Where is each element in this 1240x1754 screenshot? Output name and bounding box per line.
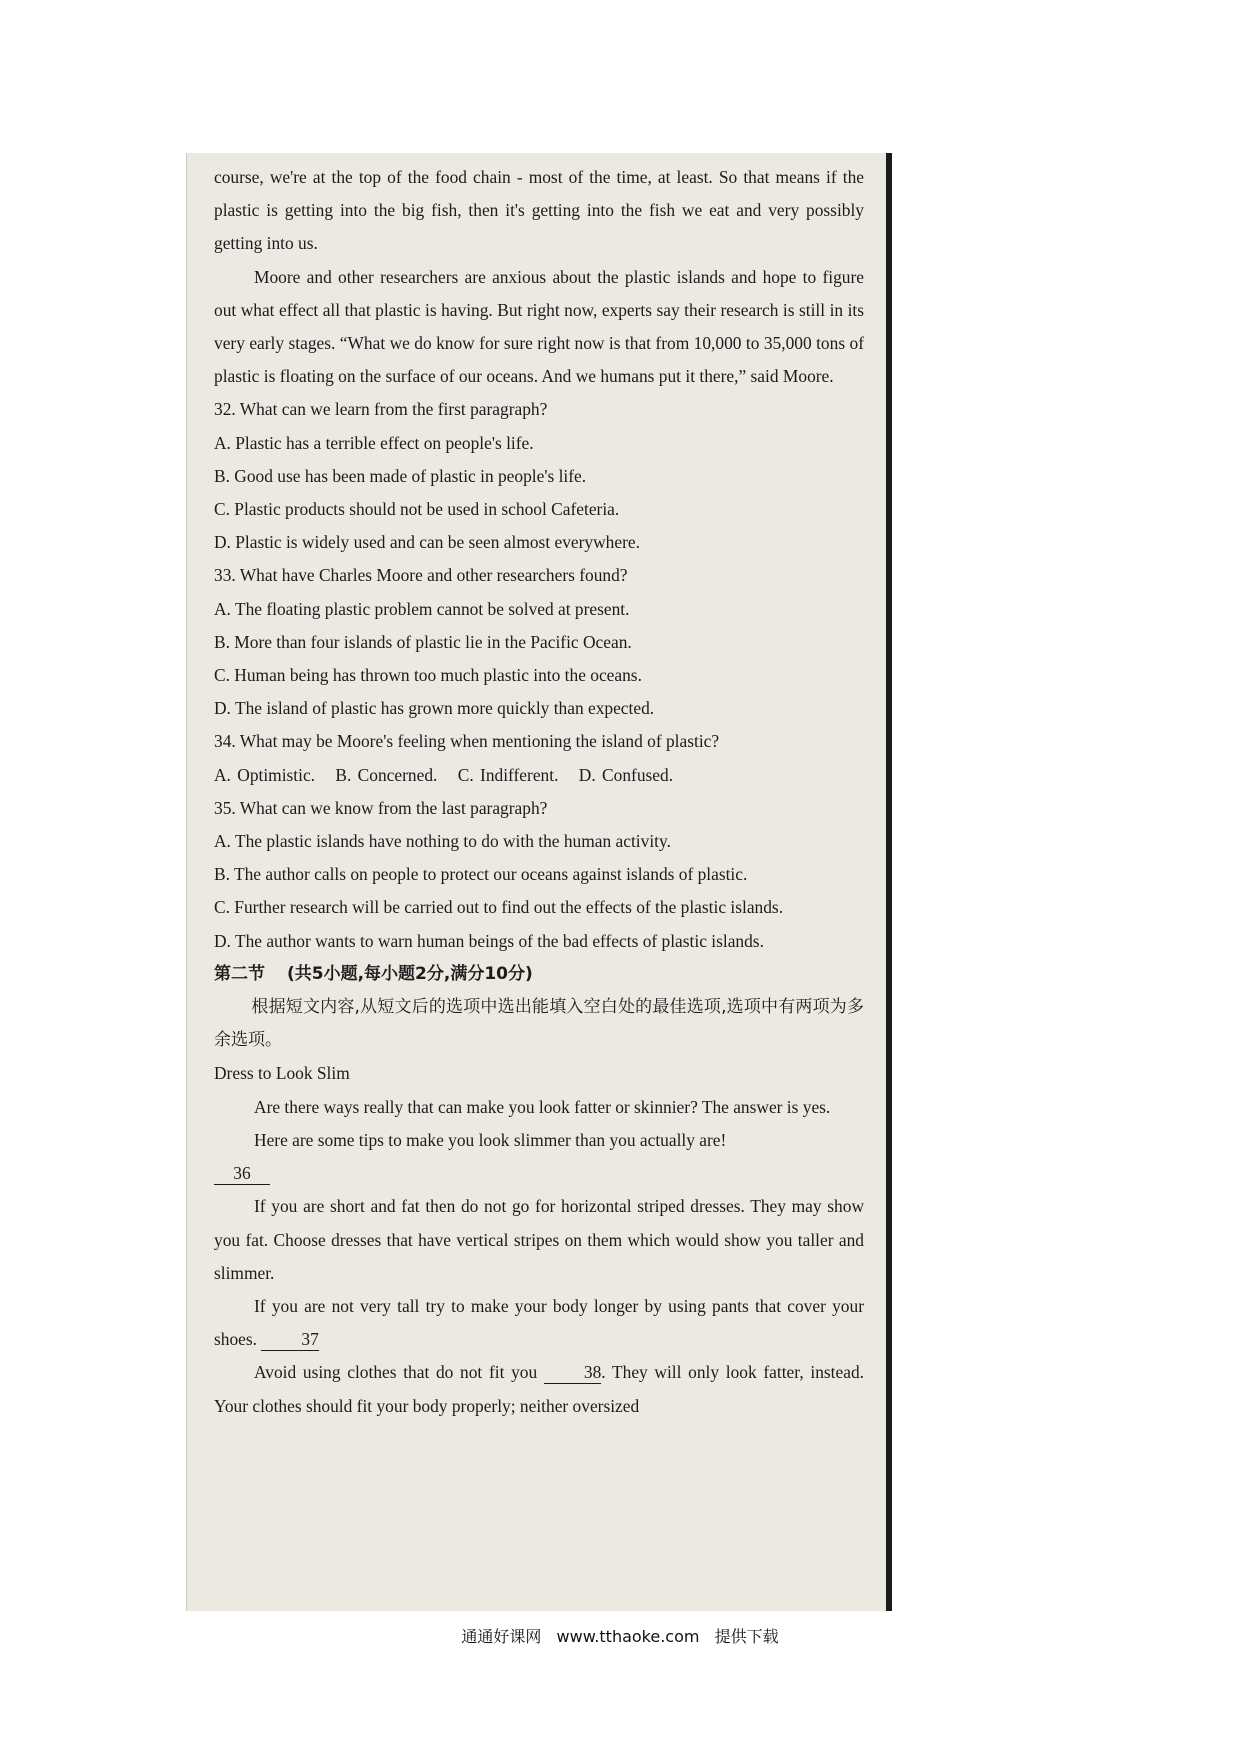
section-2-paragraph-5-text-after: . They will only look fatter, instead. Your clothes should fit your body properly; neither oversized xyxy=(214,1362,864,1416)
question-34-options xyxy=(214,759,864,792)
blank-38[interactable]: 38 xyxy=(544,1361,601,1384)
question-34-option-b: B. Concerned. xyxy=(335,764,438,785)
section-2-paragraph-1: Are there ways really that can make you look fatter or skinnier? The answer is yes. xyxy=(254,1096,831,1117)
section-2-paragraph-2 xyxy=(214,1124,864,1190)
blank-37[interactable]: 37 xyxy=(261,1328,318,1351)
question-33-option-b: B. More than four islands of plastic lie in the Pacific Ocean. xyxy=(214,631,632,652)
question-33-option-d: D. The island of plastic has grown more quickly than expected. xyxy=(214,698,655,719)
scan-edge-shadow xyxy=(886,153,892,1611)
section-2-paragraph-2-text: Here are some tips to make you look slimmer than you actually are! xyxy=(254,1129,727,1150)
question-35-option-c: C. Further research will be carried out to find out the effects of the plastic islands. xyxy=(214,897,784,918)
question-32-option-c: C. Plastic products should not be used in school Cafeteria. xyxy=(214,499,620,520)
section-2-instruction: 根据短文内容,从短文后的选项中选出能填入空白处的最佳选项,选项中有两项为多余选项。 xyxy=(214,997,864,1051)
blank-36[interactable]: 36 xyxy=(214,1162,270,1185)
question-35-option-d: D. The author wants to warn human beings of the bad effects of plastic islands. xyxy=(214,930,764,951)
question-33-stem: 33. What have Charles Moore and other researchers found? xyxy=(214,565,628,586)
passage-paragraph-2: Moore and other researchers are anxious about the plastic islands and hope to figure out what effect all that plastic is having. But right now, experts say their research is still in its very early stages. “What we do know for sure right now is that from 10,000 to 35,000 tons of plastic is floating on the surface of our oceans. And we humans put it there,” said Moore. xyxy=(214,266,864,387)
section-2-paragraph-5 xyxy=(214,1356,864,1422)
page-content xyxy=(214,161,864,1423)
section-2-info: (共5小题,每小题2分,满分10分) xyxy=(287,963,533,984)
question-34-stem: 34. What may be Moore's feeling when mentioning the island of plastic? xyxy=(214,731,720,752)
section-2-paragraph-4 xyxy=(214,1290,864,1356)
question-32-stem: 32. What can we learn from the first paragraph? xyxy=(214,399,548,420)
passage-paragraph-1: course, we're at the top of the food chain - most of the time, at least. So that means if the plastic is getting into the big fish, then it's getting into the fish we eat and very possibly getting into us. xyxy=(214,167,864,254)
question-32-option-b: B. Good use has been made of plastic in people's life. xyxy=(214,465,587,486)
question-33-option-c: C. Human being has thrown too much plastic into the oceans. xyxy=(214,665,642,686)
footer-note: 提供下载 xyxy=(714,1627,779,1646)
question-34-option-a: A. Optimistic. xyxy=(214,764,316,785)
section-2-heading xyxy=(214,958,864,991)
question-35-option-b: B. The author calls on people to protect our oceans against islands of plastic. xyxy=(214,864,748,885)
footer-site-name: 通通好课网 xyxy=(461,1627,542,1646)
section-2-number: 第二节 xyxy=(214,963,265,984)
question-34-option-c: C. Indifferent. xyxy=(457,764,559,785)
question-35-stem: 35. What can we know from the last paragraph? xyxy=(214,797,548,818)
question-32-option-d: D. Plastic is widely used and can be seen almost everywhere. xyxy=(214,532,640,553)
page-footer xyxy=(0,1624,1240,1647)
question-35-option-a: A. The plastic islands have nothing to do with the human activity. xyxy=(214,831,671,852)
section-2-paragraph-5-text-before: Avoid using clothes that do not fit you xyxy=(254,1362,538,1383)
section-2-paragraph-3: If you are short and fat then do not go for horizontal striped dresses. They may show you fat. Choose dresses that have vertical stripes on them which would show you taller and slimmer. xyxy=(214,1196,864,1283)
question-32-option-a: A. Plastic has a terrible effect on people's life. xyxy=(214,432,534,453)
passage-title: Dress to Look Slim xyxy=(214,1063,350,1084)
section-2-paragraph-4-text: If you are not very tall try to make your body longer by using pants that cover your shoes. xyxy=(214,1295,864,1350)
question-34-option-d: D. Confused. xyxy=(578,764,674,785)
question-33-option-a: A. The floating plastic problem cannot be solved at present. xyxy=(214,598,630,619)
scanned-page xyxy=(186,153,892,1611)
footer-url[interactable]: www.tthaoke.com xyxy=(556,1627,700,1646)
